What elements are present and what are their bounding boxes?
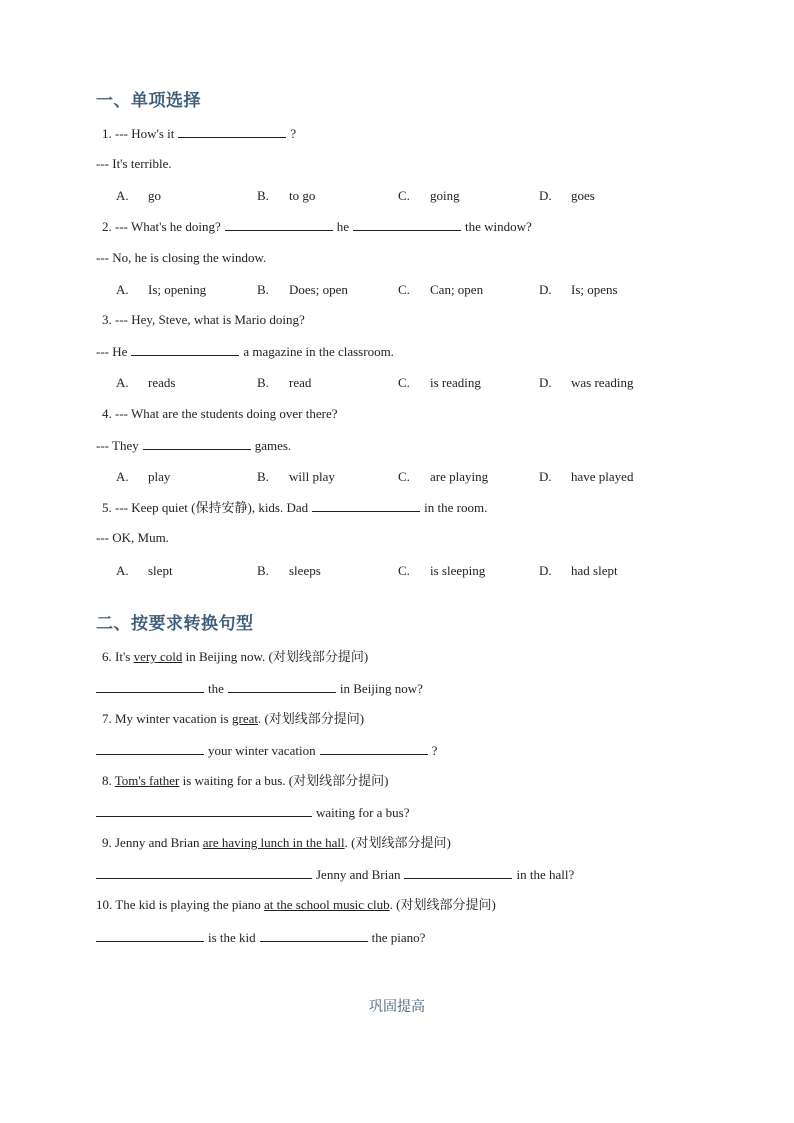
question-10: 10. The kid is playing the piano at the school music club. (对划线部分提问) — [96, 897, 496, 912]
answer-blank[interactable] — [96, 866, 312, 879]
question-2: 2. --- What's he doing? he the window? — [102, 219, 532, 234]
option-a[interactable]: A. Is; opening — [116, 282, 207, 297]
answer-blank[interactable] — [312, 499, 420, 512]
answer-blank[interactable] — [260, 929, 368, 942]
section-title-sentence-transform: 二、按要求转换句型 — [96, 614, 254, 634]
option-a[interactable]: A. play — [116, 469, 171, 484]
answer-blank[interactable] — [96, 680, 204, 693]
question-2-options — [0, 282, 794, 298]
option-a[interactable]: A. slept — [116, 563, 173, 578]
option-d[interactable]: D. had slept — [539, 563, 618, 578]
question-7: 7. My winter vacation is great. (对划线部分提问) — [102, 711, 365, 726]
underlined-part: very cold — [133, 649, 183, 664]
question-3-reply: --- He a magazine in the classroom. — [96, 344, 394, 359]
section-title-multiple-choice: 一、单项选择 — [96, 91, 201, 111]
answer-blank[interactable] — [96, 742, 204, 755]
question-2-reply: --- No, he is closing the window. — [96, 250, 267, 265]
option-d[interactable]: D. was reading — [539, 375, 634, 390]
question-8: 8. Tom's father is waiting for a bus. (对划线部分提问) — [102, 773, 389, 788]
option-c[interactable]: C. Can; open — [398, 282, 484, 297]
option-b[interactable]: B. sleeps — [257, 563, 321, 578]
answer-blank[interactable] — [131, 343, 239, 356]
question-9-answer: Jenny and Brian in the hall? — [96, 866, 574, 883]
question-5: 5. --- Keep quiet (保持安静), kids. Dad in the room. — [102, 500, 488, 515]
section-footer-label: 巩固提高 — [369, 999, 425, 1015]
answer-blank[interactable] — [96, 929, 204, 942]
option-b[interactable]: B. Does; open — [257, 282, 348, 297]
question-6-answer: the in Beijing now? — [96, 680, 423, 697]
option-b[interactable]: B. to go — [257, 188, 316, 203]
question-5-options — [0, 563, 794, 579]
question-1-options — [0, 188, 794, 204]
question-1: 1. --- How's it ? — [102, 126, 297, 141]
answer-blank[interactable] — [178, 125, 286, 138]
question-3-options — [0, 375, 794, 391]
underlined-part: are having lunch in the hall — [202, 835, 345, 850]
answer-blank[interactable] — [320, 742, 428, 755]
underlined-part: Tom's father — [114, 773, 180, 788]
answer-blank[interactable] — [228, 680, 336, 693]
question-8-answer: waiting for a bus? — [96, 804, 410, 821]
option-a[interactable]: A. reads — [116, 375, 176, 390]
answer-blank[interactable] — [404, 866, 512, 879]
question-6: 6. It's very cold in Beijing now. (对划线部分提问) — [102, 649, 369, 664]
option-b[interactable]: B. read — [257, 375, 312, 390]
answer-blank[interactable] — [225, 218, 333, 231]
option-d[interactable]: D. Is; opens — [539, 282, 618, 297]
answer-blank[interactable] — [353, 218, 461, 231]
question-7-answer: your winter vacation ? — [96, 742, 437, 759]
question-9: 9. Jenny and Brian are having lunch in the hall. (对划线部分提问) — [102, 835, 451, 850]
question-5-reply: --- OK, Mum. — [96, 530, 169, 545]
option-b[interactable]: B. will play — [257, 469, 335, 484]
option-a[interactable]: A. go — [116, 188, 161, 203]
option-d[interactable]: D. goes — [539, 188, 595, 203]
answer-blank[interactable] — [143, 437, 251, 450]
question-4: 4. --- What are the students doing over there? — [102, 406, 338, 421]
question-3: 3. --- Hey, Steve, what is Mario doing? — [102, 312, 305, 327]
question-4-reply: --- They games. — [96, 438, 292, 453]
question-1-reply: --- It's terrible. — [96, 156, 172, 171]
option-c[interactable]: C. is reading — [398, 375, 481, 390]
underlined-part: great — [231, 711, 258, 726]
option-c[interactable]: C. is sleeping — [398, 563, 486, 578]
option-c[interactable]: C. going — [398, 188, 460, 203]
underlined-part: at the school music club — [264, 897, 390, 912]
option-d[interactable]: D. have played — [539, 469, 634, 484]
question-4-options — [0, 469, 794, 485]
answer-blank[interactable] — [96, 804, 312, 817]
question-10-answer: is the kid the piano? — [96, 929, 425, 946]
option-c[interactable]: C. are playing — [398, 469, 489, 484]
